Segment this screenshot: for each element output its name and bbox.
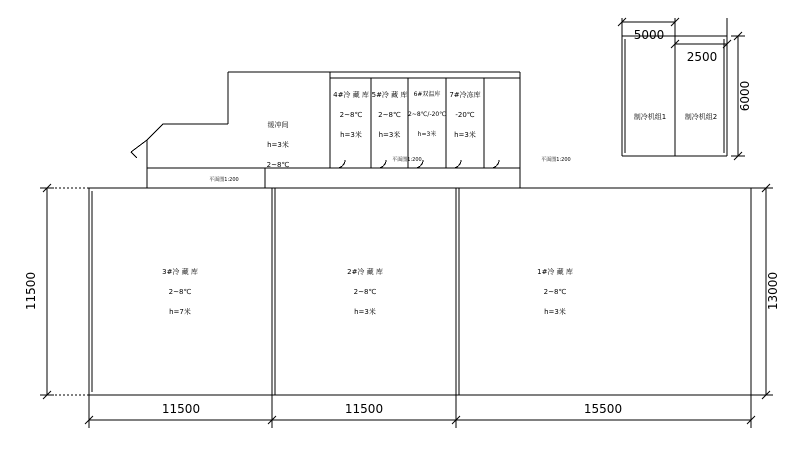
room-h-cold4: h=3米 [340,131,362,139]
room-name-cold7: 7#冷冻库 [449,91,481,99]
dimension-bottom-1: 11500 [161,402,201,416]
room-name-cold4: 4#冷 藏 库 [333,91,369,99]
room-h-cold2: h=3米 [354,308,376,316]
dimension-bottom-3: 15500 [583,402,623,416]
room-temp-cold7: -20℃ [455,111,475,119]
room-h-buffer: h=3米 [267,141,289,149]
room-temp-cold1: 2~8℃ [543,288,567,296]
section-mark-mid: 平面图1:200 [392,157,422,163]
room-label-unit1: 制冷机组1 [633,113,667,121]
room-temp-cold2: 2~8℃ [353,288,377,296]
room-temp-cold6: 2~8℃/-20℃ [408,111,446,118]
room-label-cold6 [407,80,447,150]
dimension-2500: 2500 [686,50,718,64]
dimension-bottom-2: 11500 [344,402,384,416]
room-label-unit2: 制冷机组2 [684,113,718,121]
room-name-cold6: 6#双温库 [413,91,441,98]
dimension-6000: 6000 [738,80,752,112]
room-name-cold2: 2#冷 藏 库 [347,268,383,276]
section-mark-right: 平面图1:200 [541,157,571,163]
room-label-buffer [248,110,308,180]
room-temp-cold4: 2~8℃ [339,111,363,119]
room-h-cold1: h=3米 [544,308,566,316]
room-label-cold3 [130,257,230,327]
dimension-13000: 13000 [766,271,780,311]
room-temp-buffer: 2~8℃ [266,161,290,169]
room-temp-cold5: 2~8℃ [378,111,401,119]
room-name-cold3: 3#冷 藏 库 [162,268,198,276]
room-h-cold6: h=3米 [417,131,437,138]
room-label-cold1 [505,257,605,327]
dimension-5000: 5000 [633,28,665,42]
room-name-buffer: 缓冲间 [267,121,289,129]
room-temp-cold3: 2~8℃ [168,288,192,296]
room-name-cold5: 5#冷 藏 库 [371,91,408,99]
room-name-cold1: 1#冷 藏 库 [537,268,573,276]
room-h-cold7: h=3米 [454,131,476,139]
room-label-cold5 [371,80,408,150]
room-label-cold7 [446,80,484,150]
section-mark-left: 平面图1:200 [209,177,239,183]
room-h-cold5: h=3米 [378,131,401,139]
room-label-cold2 [315,257,415,327]
room-label-cold4 [331,80,371,150]
dimension-left-11500: 11500 [24,271,38,311]
room-h-cold3: h=7米 [169,308,191,316]
